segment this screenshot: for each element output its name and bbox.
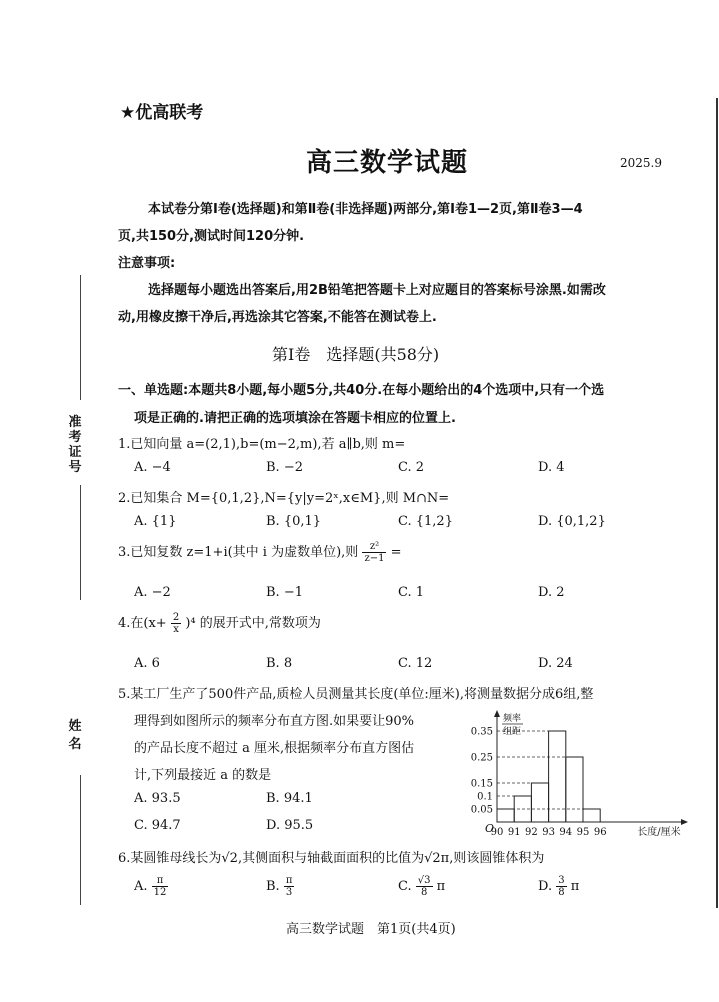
question-6-option-c-fraction bbox=[416, 875, 433, 898]
x-tick-label: 96 bbox=[593, 827, 607, 838]
brand-label: ★优高联考 bbox=[120, 103, 204, 123]
page-edge-line bbox=[716, 98, 718, 908]
question-1-option-c: C. 2 bbox=[398, 460, 425, 475]
question-3-option-b: B. −1 bbox=[266, 585, 303, 600]
part1-title: 第Ⅰ卷 选择题(共58分) bbox=[272, 345, 440, 364]
question-5-line-1: 5.某工厂生产了500件产品,质检人员测量其长度(单位:厘米),将测量数据分成6组,整 bbox=[118, 687, 594, 702]
y-tick-label: 0.1 bbox=[477, 791, 493, 803]
fraction-numerator: π bbox=[285, 875, 293, 886]
question-4-option-a: A. 6 bbox=[134, 656, 160, 671]
question-6-option-b-label: B. bbox=[266, 879, 280, 894]
fraction-denominator: 12 bbox=[153, 887, 167, 898]
exam-date: 2025.9 bbox=[620, 156, 662, 170]
exam-id-label: 准考证号 bbox=[68, 415, 82, 475]
x-tick-label: 95 bbox=[576, 827, 590, 838]
x-tick-label: 93 bbox=[542, 827, 555, 838]
question-3-option-d: D. 2 bbox=[538, 585, 565, 600]
fraction-numerator: π bbox=[152, 875, 169, 887]
question-5-line-4: 计,下列最接近 a 的数是 bbox=[134, 768, 272, 783]
binding-line-bottom bbox=[80, 775, 81, 905]
x-axis-label: 长度/厘米 bbox=[637, 827, 681, 838]
question-3-fraction-denominator: z−1 bbox=[364, 553, 385, 564]
page-title: 高三数学试题 bbox=[306, 148, 469, 178]
question-6-option-d bbox=[538, 875, 579, 898]
intro-line-2: 页,共150分,测试时间120分钟. bbox=[118, 229, 305, 244]
question-4-fraction-numerator: 2 bbox=[172, 612, 180, 623]
question-6-option-a-fraction bbox=[152, 875, 169, 898]
question-5-line-2: 理得到如图所示的频率分布直方图.如果要让90% bbox=[134, 714, 415, 729]
question-3-option-c: C. 1 bbox=[398, 585, 425, 600]
fraction-denominator: 3 bbox=[285, 887, 293, 898]
histogram-bar bbox=[583, 809, 600, 822]
question-5-line-3: 的产品长度不超过 a 厘米,根据频率分布直方图估 bbox=[134, 741, 415, 756]
page-footer: 高三数学试题 第1页(共4页) bbox=[286, 922, 456, 937]
y-tick-label: 0.35 bbox=[470, 726, 493, 738]
question-1-option-a: A. −4 bbox=[134, 460, 171, 475]
question-2-stem: 2.已知集合 M={0,1,2},N={y|y=2ˣ,x∈M},则 M∩N= bbox=[118, 491, 450, 506]
question-3-stem-text: 3.已知复数 z=1+i(其中 i 为虚数单位),则 bbox=[118, 545, 359, 560]
histogram-bar bbox=[566, 757, 583, 822]
question-4-stem-text: 4.在(x+ bbox=[118, 616, 167, 631]
question-1-option-d: D. 4 bbox=[538, 460, 565, 475]
question-6-option-d-suffix: π bbox=[570, 879, 580, 894]
notes-line-1: 选择题每小题选出答案后,用2B铅笔把答题卡上对应题目的答案标号涂黑.如需改 bbox=[148, 283, 606, 298]
question-1-stem: 1.已知向量 a=(2,1),b=(m−2,m),若 a∥b,则 m= bbox=[118, 437, 406, 452]
question-3-stem-end: = bbox=[390, 545, 402, 560]
y-tick-label: 0.25 bbox=[470, 752, 493, 764]
x-tick-label: 91 bbox=[507, 827, 521, 838]
y-axis-label-bottom: 组距 bbox=[503, 727, 522, 737]
histogram-bar bbox=[497, 809, 514, 822]
question-6-option-c-suffix: π bbox=[436, 879, 446, 894]
binding-line-middle bbox=[80, 485, 81, 600]
fraction-numerator: √3 bbox=[417, 875, 431, 886]
question-5-option-c: C. 94.7 bbox=[134, 818, 181, 833]
question-3-stem bbox=[118, 541, 402, 564]
question-3-fraction-numerator: z² bbox=[362, 541, 386, 553]
question-4-option-c: C. 12 bbox=[398, 656, 433, 671]
question-4-option-d: D. 24 bbox=[538, 656, 573, 671]
frequency-histogram bbox=[440, 708, 690, 843]
question-3-fraction bbox=[362, 541, 386, 564]
question-2-option-b: B. {0,1} bbox=[266, 514, 322, 529]
section-instruction-line-1: 一、单选题:本题共8小题,每小题5分,共40分.在每小题给出的4个选项中,只有一个选 bbox=[118, 383, 605, 398]
question-2-option-c: C. {1,2} bbox=[398, 514, 453, 529]
question-2-option-d: D. {0,1,2} bbox=[538, 514, 606, 529]
question-6-option-a bbox=[134, 875, 168, 898]
question-6-option-a-label: A. bbox=[134, 879, 148, 894]
question-4-option-b: B. 8 bbox=[266, 656, 293, 671]
question-1-option-b: B. −2 bbox=[266, 460, 303, 475]
histogram-bar bbox=[549, 731, 566, 822]
question-6-option-c-label: C. bbox=[398, 879, 412, 894]
question-6-option-d-label: D. bbox=[538, 879, 553, 894]
notes-heading: 注意事项: bbox=[118, 256, 176, 271]
question-5-option-a: A. 93.5 bbox=[134, 791, 181, 806]
question-6-option-c bbox=[398, 875, 445, 898]
question-6-option-b-fraction bbox=[284, 875, 295, 898]
y-axis-arrow bbox=[494, 710, 500, 717]
question-3-option-a: A. −2 bbox=[134, 585, 171, 600]
question-5-option-d: D. 95.5 bbox=[266, 818, 314, 833]
question-4-fraction-denominator: x bbox=[173, 624, 179, 635]
question-6-option-b bbox=[266, 875, 294, 898]
origin-label: O bbox=[485, 822, 495, 835]
question-4-stem-end: )⁴ 的展开式中,常数项为 bbox=[185, 616, 321, 631]
y-axis-label-top: 频率 bbox=[503, 714, 522, 724]
question-6-stem: 6.某圆锥母线长为√2,其侧面积与轴截面面积的比值为√2π,则该圆锥体积为 bbox=[118, 851, 545, 866]
intro-line-1: 本试卷分第Ⅰ卷(选择题)和第Ⅱ卷(非选择题)两部分,第Ⅰ卷1—2页,第Ⅱ卷3—4 bbox=[148, 202, 583, 217]
x-tick-label: 94 bbox=[559, 827, 573, 838]
fraction-denominator: 8 bbox=[420, 887, 428, 898]
question-5-option-b: B. 94.1 bbox=[266, 791, 313, 806]
question-2-option-a: A. {1} bbox=[134, 514, 177, 529]
name-label: 姓名 bbox=[68, 719, 82, 752]
section-instruction-line-2: 项是正确的.请把正确的选项填涂在答题卡相应的位置上. bbox=[134, 411, 456, 426]
binding-line-top bbox=[80, 275, 81, 400]
histogram-bar bbox=[531, 783, 548, 822]
x-axis-arrow bbox=[681, 819, 688, 825]
x-tick-label: 92 bbox=[525, 827, 538, 838]
y-tick-label: 0.05 bbox=[470, 804, 493, 816]
question-6-option-d-fraction bbox=[556, 875, 566, 898]
question-4-fraction bbox=[171, 612, 181, 635]
question-4-stem bbox=[118, 612, 321, 635]
fraction-denominator: 8 bbox=[558, 887, 565, 898]
fraction-numerator: 3 bbox=[558, 875, 565, 886]
y-tick-label: 0.15 bbox=[470, 778, 493, 790]
x-tick-label: 90 bbox=[490, 827, 504, 838]
notes-line-2: 动,用橡皮擦干净后,再选涂其它答案,不能答在测试卷上. bbox=[118, 310, 437, 325]
